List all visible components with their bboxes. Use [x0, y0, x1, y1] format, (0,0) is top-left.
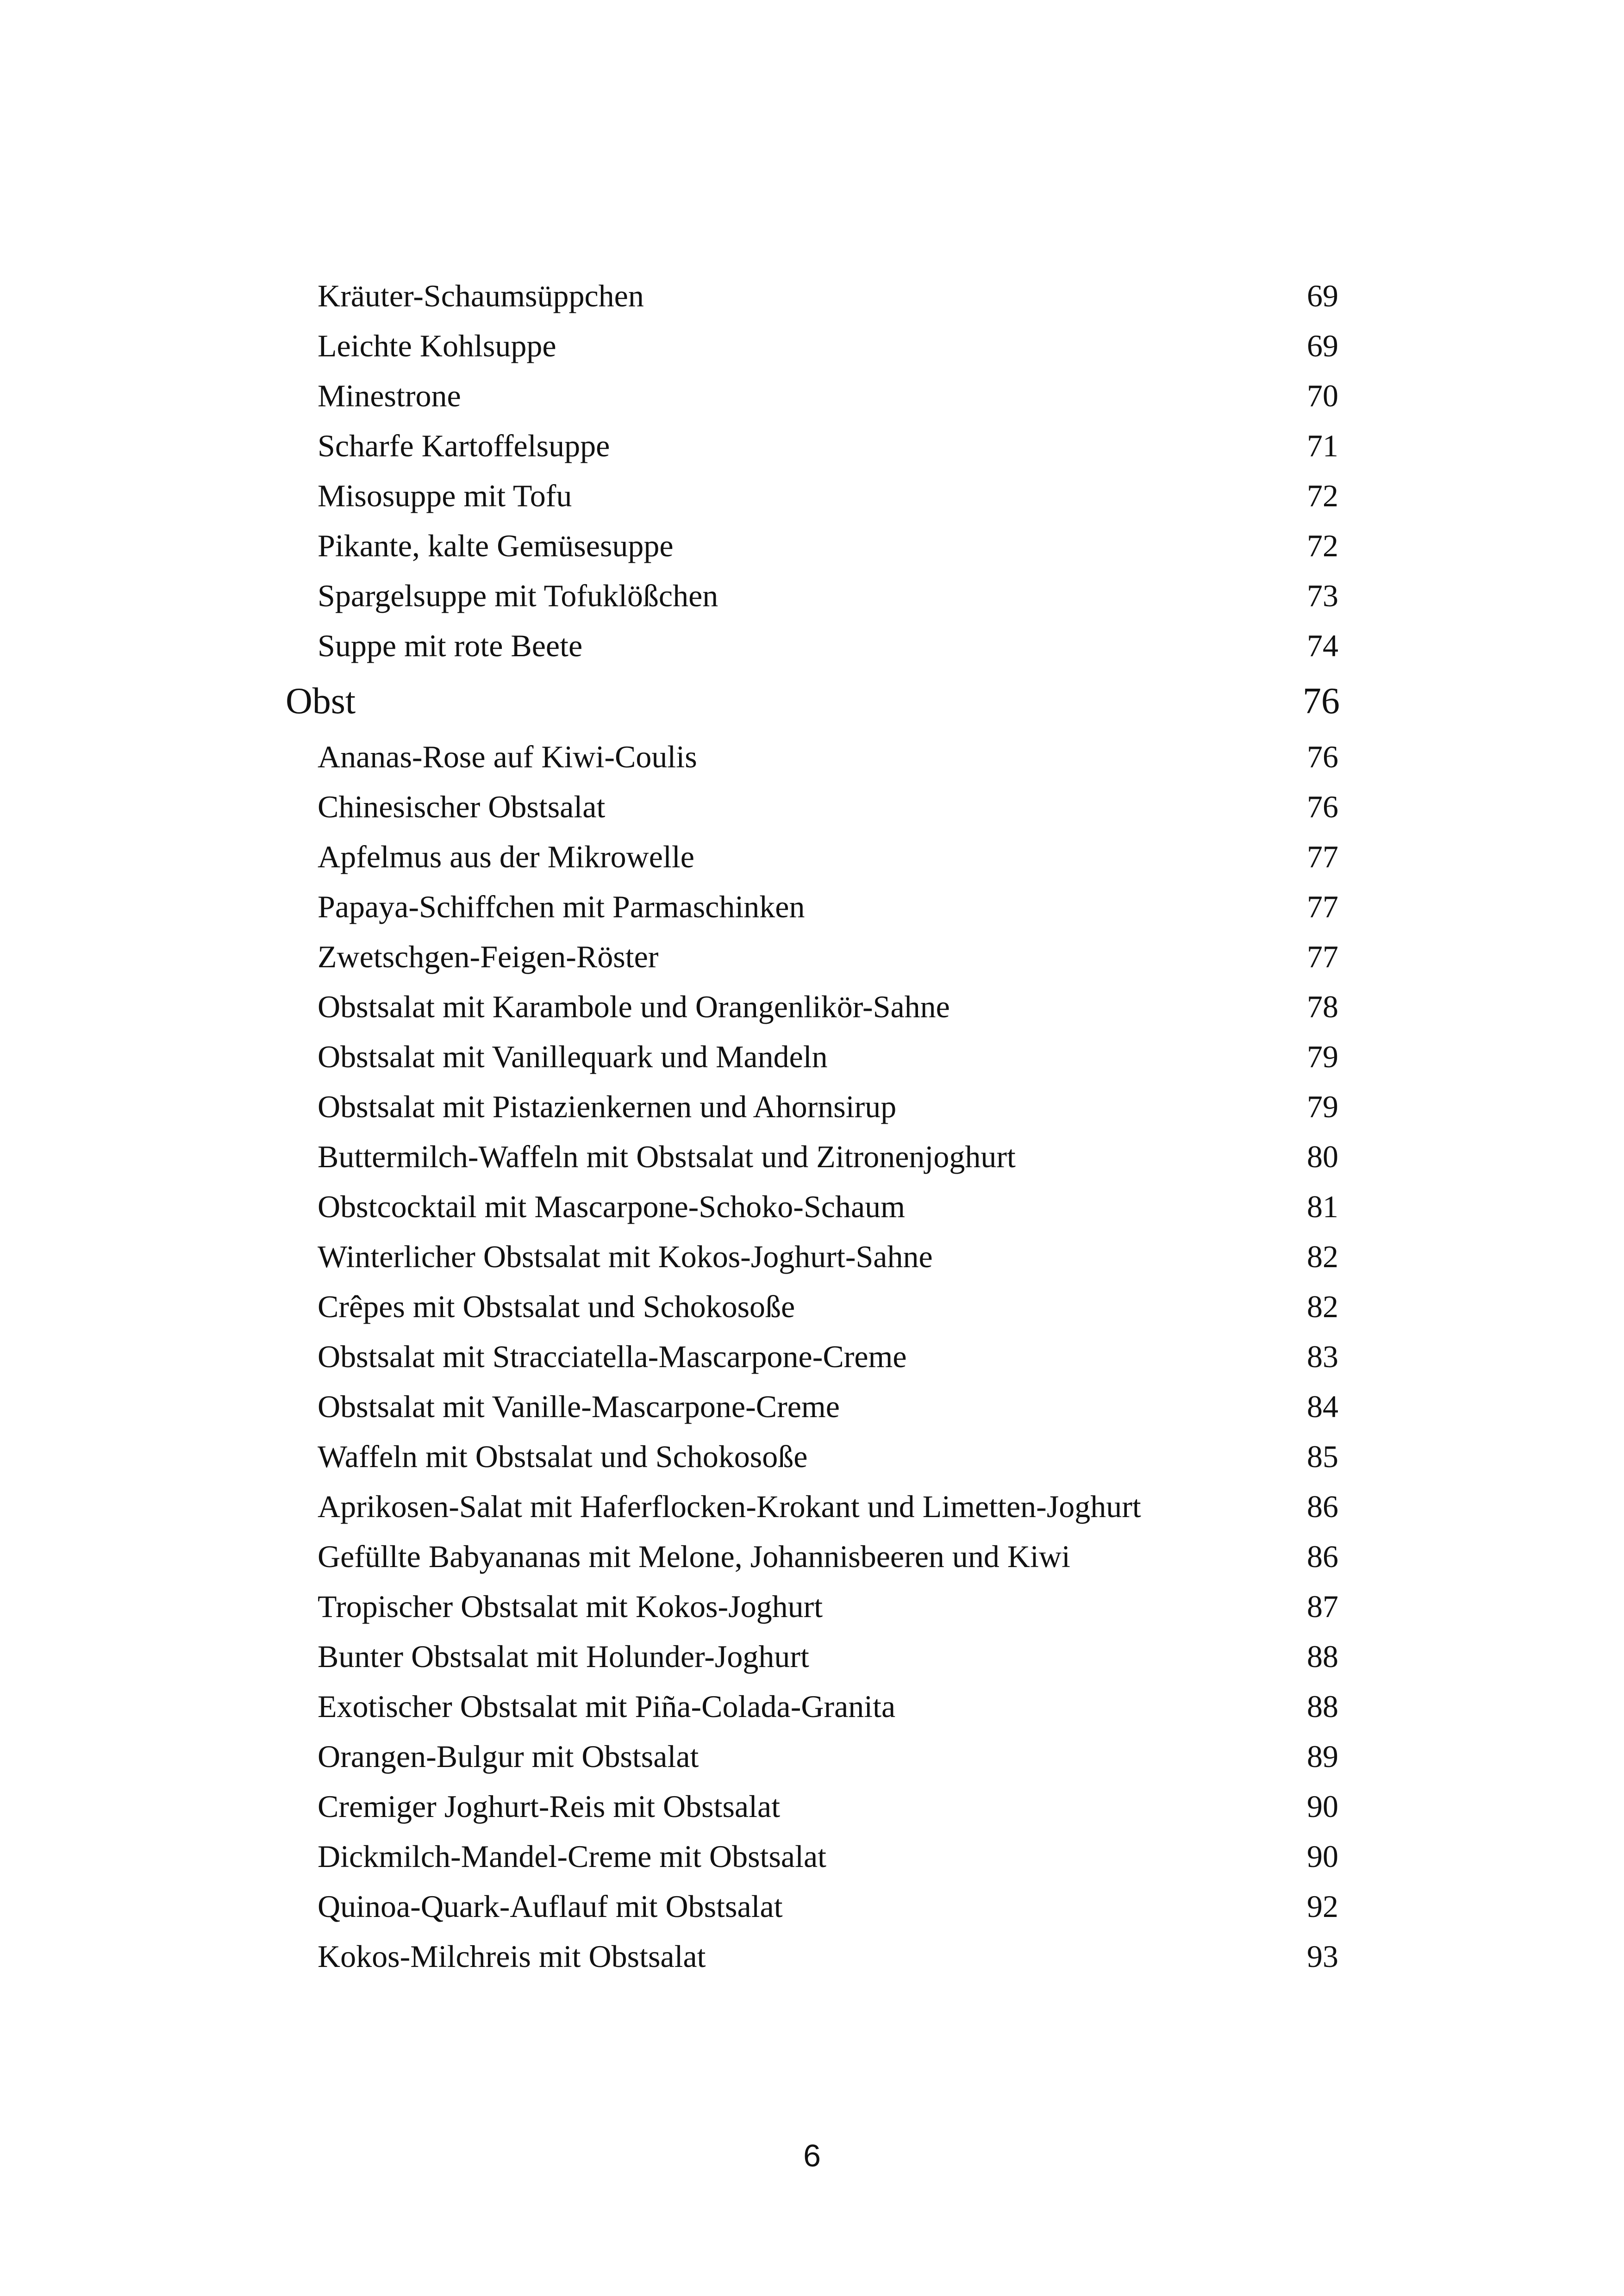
toc-entry-page: 77	[1307, 939, 1338, 974]
toc-entry-page: 82	[1307, 1289, 1338, 1324]
toc-entry-title: Spargelsuppe mit Tofuklößchen	[318, 578, 718, 613]
toc-entry-page: 83	[1307, 1339, 1338, 1374]
toc-entry-title: Exotischer Obstsalat mit Piña-Colada-Granita	[318, 1689, 896, 1724]
toc-entry-title: Tropischer Obstsalat mit Kokos-Joghurt	[318, 1589, 823, 1624]
toc-entry-title: Leichte Kohlsuppe	[318, 328, 556, 363]
table-of-contents	[0, 271, 1624, 1981]
toc-entry-title: Scharfe Kartoffelsuppe	[318, 428, 610, 463]
toc-entry-page: 86	[1307, 1489, 1338, 1524]
toc-entry-page: 70	[1307, 378, 1338, 413]
toc-entry-page: 77	[1307, 839, 1338, 874]
toc-entry	[0, 1481, 1624, 1531]
toc-entry-title: Obstsalat mit Stracciatella-Mascarpone-Creme	[318, 1339, 907, 1374]
toc-entry-title: Waffeln mit Obstsalat und Schokosoße	[318, 1439, 808, 1474]
toc-entry-title: Misosuppe mit Tofu	[318, 478, 572, 513]
toc-entry	[0, 932, 1624, 982]
toc-entry-title: Obstsalat mit Vanillequark und Mandeln	[318, 1039, 828, 1074]
toc-entry-page: 92	[1307, 1889, 1338, 1924]
toc-entry-page: 88	[1307, 1639, 1338, 1674]
toc-entry	[0, 1232, 1624, 1282]
toc-entry	[0, 571, 1624, 621]
toc-entry-title: Bunter Obstsalat mit Holunder-Joghurt	[318, 1639, 809, 1674]
toc-entry	[0, 321, 1624, 371]
toc-entry-page: 85	[1307, 1439, 1338, 1474]
toc-entry	[0, 1082, 1624, 1132]
toc-entry-title: Pikante, kalte Gemüsesuppe	[318, 528, 674, 563]
toc-entry-page: 82	[1307, 1239, 1338, 1274]
toc-entry	[0, 782, 1624, 832]
toc-entry-title: Apfelmus aus der Mikrowelle	[318, 839, 694, 874]
toc-entry-page: 76	[1307, 739, 1338, 774]
toc-entry-page: 89	[1307, 1739, 1338, 1774]
toc-entry-title: Suppe mit rote Beete	[318, 628, 583, 663]
toc-entry	[0, 832, 1624, 882]
toc-entry	[0, 1781, 1624, 1831]
toc-entry-title: Kokos-Milchreis mit Obstsalat	[318, 1939, 706, 1974]
page-number: 6	[803, 2138, 821, 2173]
toc-entry-page: 69	[1307, 328, 1338, 363]
toc-entry-title: Winterlicher Obstsalat mit Kokos-Joghurt-Sahne	[318, 1239, 933, 1274]
toc-entry	[0, 471, 1624, 521]
toc-entry-page: 90	[1307, 1789, 1338, 1824]
toc-entry-title: Obstsalat mit Pistazienkernen und Ahornsirup	[318, 1089, 897, 1124]
toc-entry-title: Obstsalat mit Karambole und Orangenlikör-Sahne	[318, 989, 950, 1024]
toc-section-heading	[0, 671, 1624, 732]
toc-entry-page: 77	[1307, 889, 1338, 924]
toc-entry	[0, 1681, 1624, 1731]
toc-entry	[0, 1332, 1624, 1381]
toc-entry-title: Quinoa-Quark-Auflauf mit Obstsalat	[318, 1889, 783, 1924]
toc-entry	[0, 421, 1624, 471]
toc-entry-title: Ananas-Rose auf Kiwi-Coulis	[318, 739, 697, 774]
toc-entry-page: 88	[1307, 1689, 1338, 1724]
toc-entry-title: Orangen-Bulgur mit Obstsalat	[318, 1739, 699, 1774]
toc-entry	[0, 882, 1624, 932]
toc-entry-title: Zwetschgen-Feigen-Röster	[318, 939, 659, 974]
toc-section-title: Obst	[286, 681, 356, 722]
toc-entry-title: Obstcocktail mit Mascarpone-Schoko-Schaum	[318, 1189, 906, 1224]
toc-entry-page: 76	[1307, 789, 1338, 824]
toc-entry	[0, 371, 1624, 421]
toc-entry-page: 69	[1307, 278, 1338, 313]
toc-entry	[0, 1931, 1624, 1981]
toc-entry-page: 72	[1307, 528, 1338, 563]
toc-entry	[0, 732, 1624, 782]
toc-entry	[0, 1631, 1624, 1681]
toc-entry	[0, 1032, 1624, 1082]
toc-entry	[0, 1731, 1624, 1781]
toc-entry	[0, 1132, 1624, 1182]
toc-entry-title: Minestrone	[318, 378, 461, 413]
toc-entry-page: 84	[1307, 1389, 1338, 1424]
toc-entry-title: Gefüllte Babyananas mit Melone, Johannisbeeren und Kiwi	[318, 1539, 1070, 1574]
toc-entry-page: 80	[1307, 1139, 1338, 1174]
toc-entry-title: Cremiger Joghurt-Reis mit Obstsalat	[318, 1789, 781, 1824]
toc-entry-title: Aprikosen-Salat mit Haferflocken-Krokant und Limetten-Joghurt	[318, 1489, 1141, 1524]
toc-entry	[0, 1282, 1624, 1332]
toc-entry-page: 71	[1307, 428, 1338, 463]
toc-entry-page: 74	[1307, 628, 1338, 663]
toc-entry	[0, 1431, 1624, 1481]
toc-section-page: 76	[1303, 681, 1340, 722]
toc-entry-title: Dickmilch-Mandel-Creme mit Obstsalat	[318, 1839, 827, 1874]
toc-entry-page: 79	[1307, 1089, 1338, 1124]
toc-entry-title: Papaya-Schiffchen mit Parmaschinken	[318, 889, 805, 924]
toc-entry	[0, 1531, 1624, 1581]
toc-entry	[0, 1381, 1624, 1431]
toc-entry	[0, 621, 1624, 671]
toc-entry-page: 79	[1307, 1039, 1338, 1074]
toc-entry-title: Crêpes mit Obstsalat und Schokosoße	[318, 1289, 795, 1324]
toc-entry-page: 81	[1307, 1189, 1338, 1224]
toc-entry-page: 87	[1307, 1589, 1338, 1624]
toc-entry-title: Buttermilch-Waffeln mit Obstsalat und Zitronenjoghurt	[318, 1139, 1016, 1174]
toc-entry	[0, 271, 1624, 321]
toc-entry	[0, 1831, 1624, 1881]
toc-entry	[0, 1182, 1624, 1232]
toc-entry	[0, 982, 1624, 1032]
toc-entry-title: Kräuter-Schaumsüppchen	[318, 278, 644, 313]
toc-entry	[0, 1881, 1624, 1931]
toc-entry	[0, 521, 1624, 571]
toc-entry-page: 72	[1307, 478, 1338, 513]
toc-entry-page: 86	[1307, 1539, 1338, 1574]
toc-entry-title: Chinesischer Obstsalat	[318, 789, 606, 824]
toc-entry-page: 93	[1307, 1939, 1338, 1974]
toc-entry-page: 73	[1307, 578, 1338, 613]
toc-entry	[0, 1581, 1624, 1631]
toc-entry-page: 90	[1307, 1839, 1338, 1874]
toc-entry-page: 78	[1307, 989, 1338, 1024]
toc-entry-title: Obstsalat mit Vanille-Mascarpone-Creme	[318, 1389, 840, 1424]
